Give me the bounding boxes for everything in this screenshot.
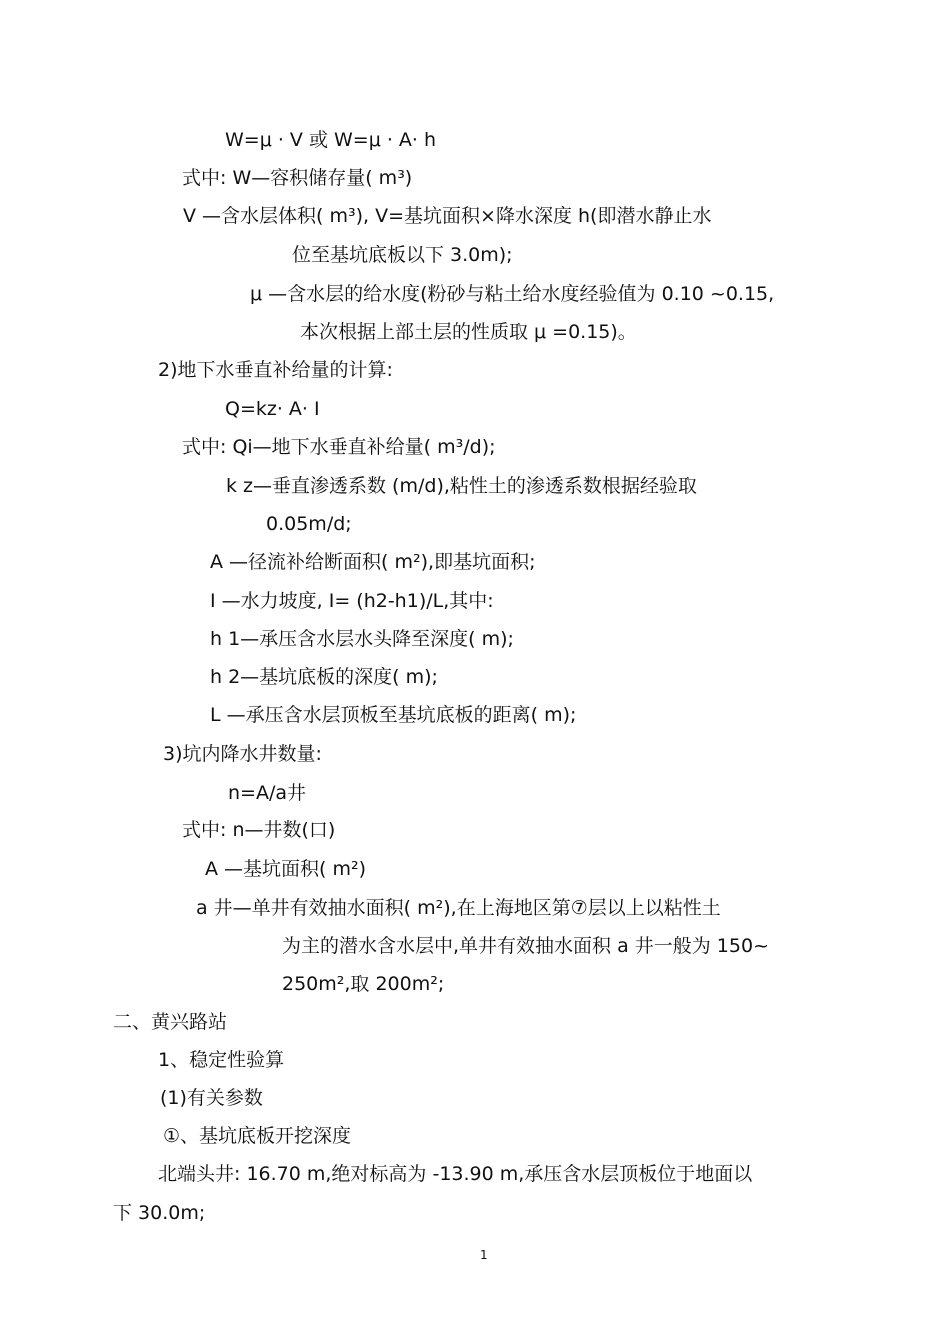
- definition-h1: h 1—承压含水层水头降至深度( m);: [210, 628, 514, 650]
- definition-mu: μ —含水层的给水度(粉砂与粘土给水度经验值为 0.10 ~0.15,: [250, 283, 775, 305]
- paragraph-north-shaft: 北端头井: 16.70 m,绝对标高为 -13.90 m,承压含水层顶板位于地面以: [158, 1163, 753, 1185]
- heading-vertical-recharge: 2)地下水垂直补给量的计算:: [158, 359, 393, 381]
- definition-a-well-cont2: 250m²,取 200m²;: [282, 973, 445, 995]
- definition-a-well: a 井—单井有效抽水面积( m²),在上海地区第⑦层以上以粘性土: [196, 897, 721, 919]
- definition-mu-cont: 本次根据上部土层的性质取 μ =0.15)。: [300, 321, 637, 343]
- definition-v-cont: 位至基坑底板以下 3.0m);: [292, 244, 513, 266]
- definition-kz-cont: 0.05m/d;: [266, 513, 352, 535]
- definition-a-well-cont: 为主的潜水含水层中,单井有效抽水面积 a 井一般为 150~: [282, 935, 769, 957]
- paragraph-north-shaft-cont: 下 30.0m;: [113, 1202, 206, 1224]
- formula-well-count: n=A/a井: [228, 782, 307, 804]
- definition-v: V —含水层体积( m³), V=基坑面积×降水深度 h(即潜水静止水: [183, 205, 712, 227]
- definition-kz: k z—垂直渗透系数 (m/d),粘性土的渗透系数根据经验取: [226, 475, 697, 497]
- definition-h2: h 2—基坑底板的深度( m);: [210, 666, 438, 688]
- definition-pit-area: A —基坑面积( m²): [205, 858, 367, 880]
- section-heading-huangxing: 二、黄兴路站: [113, 1011, 228, 1033]
- formula-recharge: Q=kz· A· I: [225, 398, 320, 420]
- subsection-stability: 1、稳定性验算: [158, 1049, 285, 1071]
- definition-n: 式中: n—井数(口): [182, 819, 336, 841]
- definition-w: 式中: W—容积储存量( m³): [182, 167, 413, 189]
- definition-l: L —承压含水层顶板至基坑底板的距离( m);: [210, 704, 577, 726]
- formula-storage: W=μ · V 或 W=μ · A· h: [225, 129, 437, 151]
- heading-well-count: 3)坑内降水井数量:: [163, 743, 322, 765]
- subsection-parameters: (1)有关参数: [160, 1087, 263, 1109]
- item-excavation-depth: ①、基坑底板开挖深度: [163, 1125, 352, 1147]
- definition-i: I —水力坡度, I= (h2-h1)/L,其中:: [210, 590, 494, 612]
- page-number: 1: [480, 1248, 488, 1262]
- definition-a: A —径流补给断面积( m²),即基坑面积;: [210, 551, 536, 573]
- definition-q: 式中: Qi—地下水垂直补给量( m³/d);: [182, 436, 496, 458]
